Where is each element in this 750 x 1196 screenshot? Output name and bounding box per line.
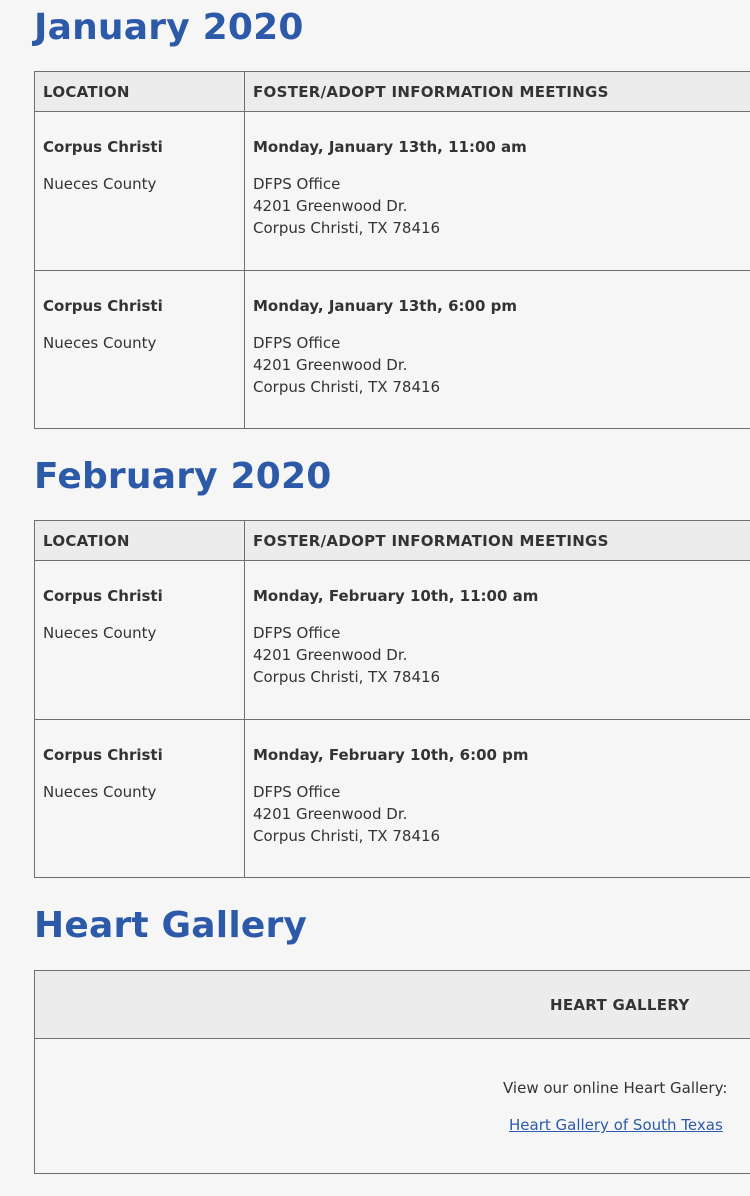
meeting-street: 4201 Greenwood Dr.: [253, 197, 408, 215]
section-title-january: January 2020: [34, 7, 304, 48]
meeting-street: 4201 Greenwood Dr.: [253, 646, 408, 664]
meeting-citystate: Corpus Christi, TX 78416: [253, 827, 441, 845]
section-title-heart-gallery: Heart Gallery: [34, 905, 308, 946]
meeting-citystate: Corpus Christi, TX 78416: [253, 219, 441, 237]
location-county: Nueces County: [43, 334, 157, 352]
heart-gallery-body: [35, 1039, 750, 1173]
location-county: Nueces County: [43, 783, 157, 801]
location-county: Nueces County: [43, 624, 157, 642]
location-city: Corpus Christi: [43, 297, 163, 315]
location-county: Nueces County: [43, 175, 157, 193]
meeting-datetime: Monday, January 13th, 6:00 pm: [253, 297, 517, 315]
meeting-datetime: Monday, January 13th, 11:00 am: [253, 138, 527, 156]
meeting-citystate: Corpus Christi, TX 78416: [253, 378, 441, 396]
location-city: Corpus Christi: [43, 138, 163, 156]
heart-gallery-text: View our online Heart Gallery:: [503, 1079, 728, 1097]
meeting-street: 4201 Greenwood Dr.: [253, 356, 408, 374]
header-location: LOCATION: [43, 83, 130, 101]
heart-gallery-link[interactable]: Heart Gallery of South Texas: [509, 1116, 723, 1134]
meeting-venue: DFPS Office: [253, 175, 341, 193]
header-meetings: FOSTER/ADOPT INFORMATION MEETINGS: [253, 532, 609, 550]
meeting-datetime: Monday, February 10th, 6:00 pm: [253, 746, 529, 764]
header-meetings: FOSTER/ADOPT INFORMATION MEETINGS: [253, 83, 609, 101]
table-header: [35, 521, 750, 561]
table-row: [35, 719, 750, 877]
header-location: LOCATION: [43, 532, 130, 550]
meeting-citystate: Corpus Christi, TX 78416: [253, 668, 441, 686]
table-header: [35, 72, 750, 112]
location-city: Corpus Christi: [43, 587, 163, 605]
meetings-table-january: [34, 71, 750, 429]
location-city: Corpus Christi: [43, 746, 163, 764]
meeting-datetime: Monday, February 10th, 11:00 am: [253, 587, 539, 605]
meeting-street: 4201 Greenwood Dr.: [253, 805, 408, 823]
table-row: [35, 561, 750, 719]
header-heart-gallery: HEART GALLERY: [550, 996, 690, 1014]
table-header: [35, 971, 750, 1039]
meeting-venue: DFPS Office: [253, 624, 341, 642]
heart-gallery-table: [34, 970, 750, 1174]
table-row: [35, 270, 750, 428]
meetings-table-february: [34, 520, 750, 878]
section-title-february: February 2020: [34, 456, 332, 497]
meeting-venue: DFPS Office: [253, 334, 341, 352]
meeting-venue: DFPS Office: [253, 783, 341, 801]
table-row: [35, 112, 750, 270]
